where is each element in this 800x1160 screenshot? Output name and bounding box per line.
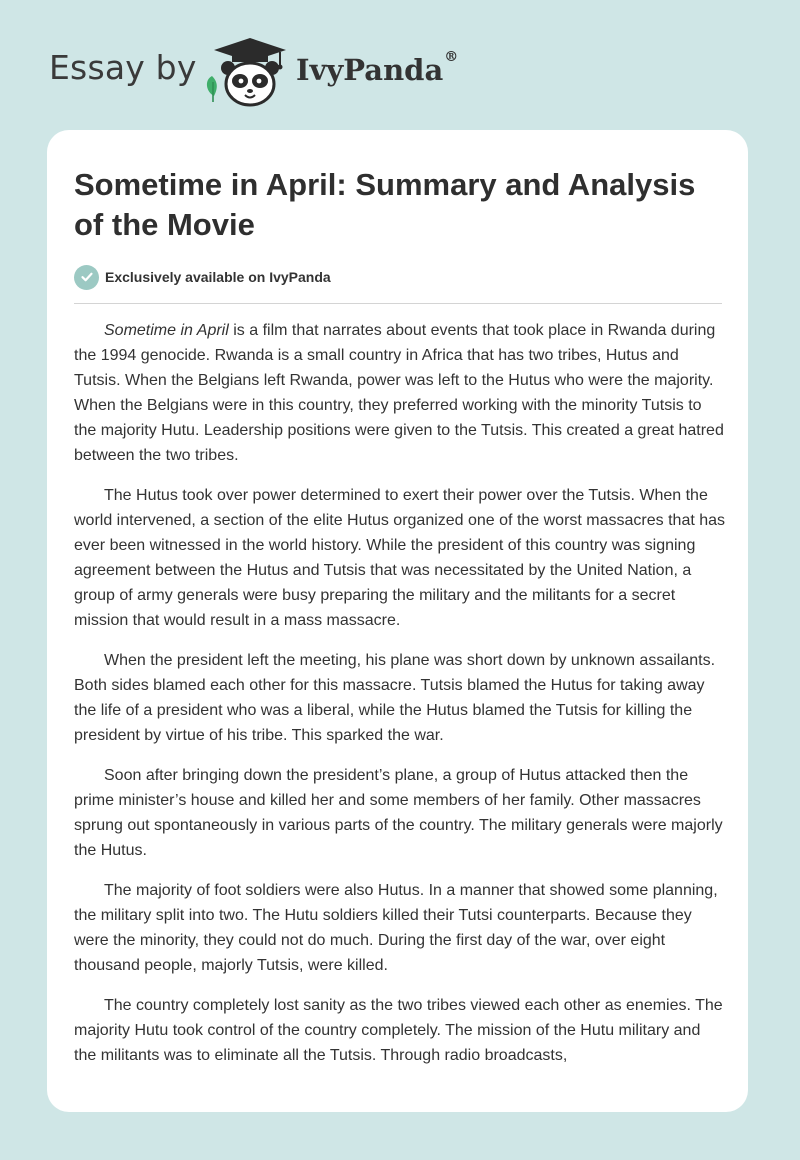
brand-name: IvyPanda: [296, 53, 444, 87]
paragraph: When the president left the meeting, his plane was short down by unknown assailants. Both sides blamed each other for this massacre. Tutsis blamed the Hutus for taking away the life of a president who was a liberal, while the Hutus blamed the Tutsis for killing the president by virtue of his tribe. This sparked the war.: [74, 652, 716, 744]
page-title: Sometime in April: Summary and Analysis of the Movie: [74, 167, 696, 242]
registered-mark: ®: [444, 49, 459, 65]
paragraph: Soon after bringing down the president’s plane, a group of Hutus attacked then the prime minister’s house and killed her and some members of her family. Other massacres sprung out spontaneously in various parts of the country. The military generals were majorly the Hutus.: [74, 767, 723, 859]
paragraph: Sometime in April is a film that narrates about events that took place in Rwanda during the 1994 genocide. Rwanda is a small country in Africa that has two tribes, Hutus and Tutsis. When the Belgians left Rwanda, power was left to the Hutus who were the majority. When the Belgians were in this country, they preferred working with the minority Tutsis to the majority Hutu. Leadership positions were given to the Tutsis. This created a great hatred between the two tribes.: [74, 322, 724, 464]
essay-by-label: Essay by: [49, 48, 197, 87]
paragraph: The country completely lost sanity as the two tribes viewed each other as enemies. The majority Hutu took control of the country completely. The mission of the Hutu military and the militants was to eliminate all the Tutsis. Through radio broadcasts,: [74, 997, 723, 1064]
badge-label: Exclusively available on IvyPanda: [105, 269, 331, 285]
essay-card: [47, 130, 748, 1112]
exclusive-badge: [74, 264, 331, 290]
film-title: Sometime in April: [104, 322, 229, 339]
divider: [74, 303, 722, 304]
ivypanda-logo-text[interactable]: [296, 49, 459, 87]
paragraph: The Hutus took over power determined to exert their power over the Tutsis. When the world intervened, a section of the elite Hutus organized one of the worst massacres that has ever been witnessed in the world history. While the president of this country was signing agreement between the Hutus and Tutsis that was necessitated by the United Nation, a group of army generals were busy preparing the military and the militants for a secret mission that would result in a mass massacre.: [74, 487, 726, 629]
site-header: [0, 0, 800, 130]
paragraph: The majority of foot soldiers were also Hutus. In a manner that showed some planning, the military split into two. The Hutu soldiers killed their Tutsi counterparts. Because they were the minority, they could not do much. During the first day of the war, over eight thousand people, majorly Tutsis, were killed.: [74, 882, 718, 974]
panda-graduate-icon[interactable]: [200, 36, 292, 108]
essay-body: [74, 318, 726, 1083]
checkmark-icon: [74, 265, 99, 290]
